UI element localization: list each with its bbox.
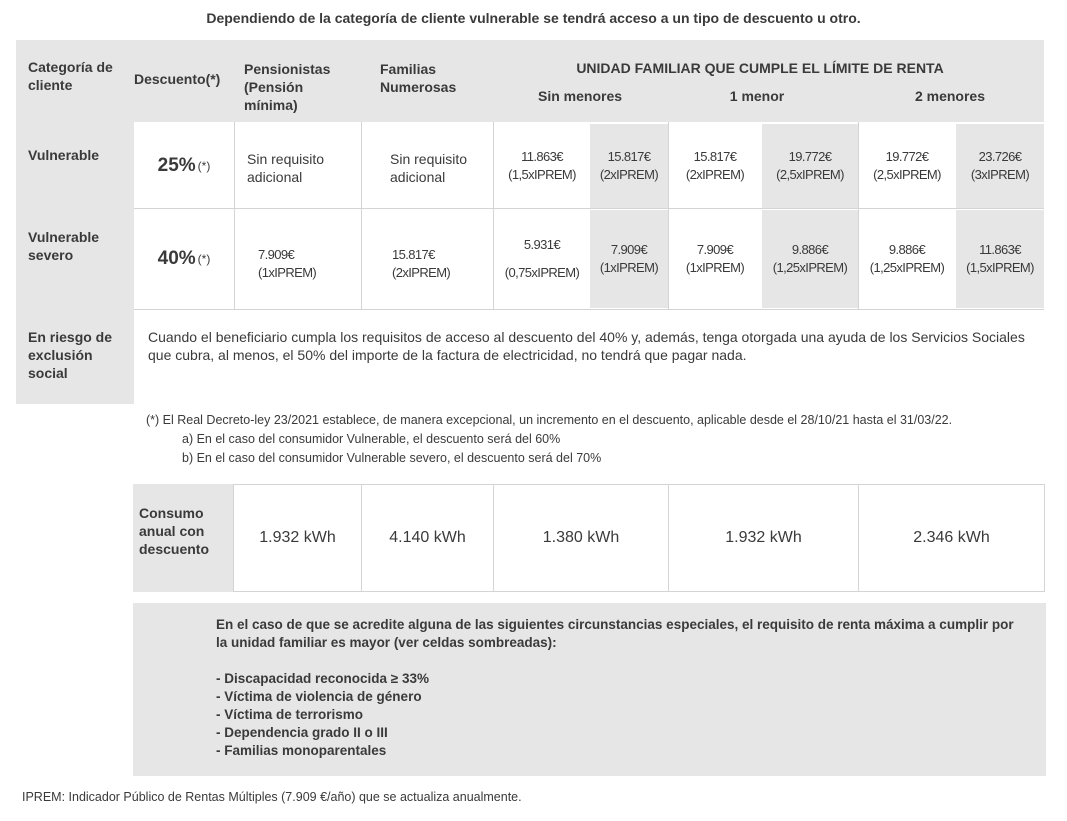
vulnerable-2-menores-a: 19.772€ (2,5xIPREM) <box>873 149 941 182</box>
note-main: (*) El Real Decreto-ley 23/2021 establece, de manera excepcional, un incremento en el descuento, aplicable desde el 28/10/21 hasta el 31/03/22. <box>146 413 953 427</box>
divider <box>858 485 859 591</box>
divider <box>493 122 494 310</box>
divider <box>668 485 669 591</box>
severo-2-menores-b: 11.863€ (1,5xIPREM) <box>956 210 1044 308</box>
divider <box>234 122 235 310</box>
special-list <box>216 670 1016 760</box>
severo-pensionistas: 7.909€ (1xIPREM) <box>258 247 317 280</box>
consumo-label: Consumo anual con descuento <box>139 505 210 557</box>
note-b: b) En el caso del consumidor Vulnerable severo, el descuento será del 70% <box>182 451 602 465</box>
divider <box>858 122 859 310</box>
special-circumstances-box <box>133 603 1046 776</box>
special-item: - Víctima de violencia de género <box>216 689 422 704</box>
vulnerable-pensionistas: Sin requisito adicional <box>247 151 325 185</box>
note-a: a) En el caso del consumidor Vulnerable, el descuento será del 60% <box>182 432 561 446</box>
header-categoria: Categoría de cliente <box>28 59 113 93</box>
severo-familias: 15.817€ (2xIPREM) <box>392 247 451 280</box>
vulnerable-1-menor-a: 15.817€ (2xIPREM) <box>685 149 745 182</box>
divider <box>493 485 494 591</box>
severo-sin-menores-a-iprem: (0,75xIPREM) <box>504 265 580 280</box>
page-title: Dependiendo de la categoría de cliente vulnerable se tendrá acceso a un tipo de descuento u otro. <box>206 10 861 26</box>
header-2-menores: 2 menores <box>914 88 986 104</box>
special-item: - Familias monoparentales <box>216 743 387 758</box>
consumo-1-menor: 1.932 kWh <box>725 529 802 546</box>
special-item: - Dependencia grado II o III <box>216 725 388 740</box>
row-label-exclusion: En riesgo de exclusión social <box>28 329 113 381</box>
severo-1-menor-b: 9.886€ (1,25xIPREM) <box>762 210 858 308</box>
vulnerable-familias: Sin requisito adicional <box>390 151 468 185</box>
consumo-sin-menores: 1.380 kWh <box>542 529 620 546</box>
vulnerable-1-menor-b: 19.772€ (2,5xIPREM) <box>762 124 858 208</box>
severo-1-menor-a: 7.909€ (1xIPREM) <box>685 242 745 275</box>
divider <box>361 485 362 591</box>
divider <box>134 309 1044 310</box>
special-item: - Discapacidad reconocida ≥ 33% <box>216 671 429 686</box>
consumo-2-menores: 2.346 kWh <box>913 529 990 546</box>
special-intro: En el caso de que se acredite alguna de las siguientes circunstancias especiales, el requisito de renta máxima a cumplir por la unidad familiar es mayor (ver celdas sombreadas): <box>216 617 1014 650</box>
header-sin-menores: Sin menores <box>537 88 623 104</box>
vulnerable-2-menores-b: 23.726€ (3xIPREM) <box>956 124 1044 208</box>
vulnerable-sin-menores-b: 15.817€ (2xIPREM) <box>590 124 668 208</box>
footer-note: IPREM: Indicador Público de Rentas Múltiples (7.909 €/año) que se actualiza anualmente. <box>22 790 522 804</box>
consumo-pensionistas: 1.932 kWh <box>259 529 336 546</box>
divider <box>134 208 1044 209</box>
severo-sin-menores-b: 7.909€ (1xIPREM) <box>590 210 668 308</box>
header-familias: Familias Numerosas <box>380 61 457 95</box>
row-label-severo: Vulnerable severo <box>28 229 100 263</box>
row-label-vulnerable: Vulnerable <box>28 147 100 163</box>
header-pensionistas: Pensionistas (Pensión mínima) <box>244 61 331 113</box>
discount-severo: 40% (*) <box>157 248 211 269</box>
discount-vulnerable: 25% (*) <box>157 155 211 176</box>
special-circumstances-body <box>216 616 1016 760</box>
divider <box>668 122 669 310</box>
consumo-familias: 4.140 kWh <box>389 529 466 546</box>
header-descuento: Descuento(*) <box>134 71 221 87</box>
header-1-menor: 1 menor <box>729 88 785 104</box>
header-unidad-familiar: UNIDAD FAMILIAR QUE CUMPLE EL LÍMITE DE RENTA <box>576 60 944 76</box>
severo-sin-menores-a <box>494 210 590 308</box>
exclusion-text: Cuando el beneficiario cumpla los requisitos de acceso al descuento del 40% y, además, tenga otorgada una ayuda de los Servicios Sociales que cubra, al menos, el 50% del importe de la factura de electricidad, no tendrá que pagar nada. <box>148 329 1025 363</box>
special-item: - Víctima de terrorismo <box>216 707 364 722</box>
vulnerable-sin-menores-a: 11.863€ (1,5xIPREM) <box>508 149 576 182</box>
severo-sin-menores-a-value: 5.931€ <box>523 237 561 252</box>
divider <box>361 122 362 310</box>
severo-2-menores-a: 9.886€ (1,25xIPREM) <box>869 242 945 275</box>
